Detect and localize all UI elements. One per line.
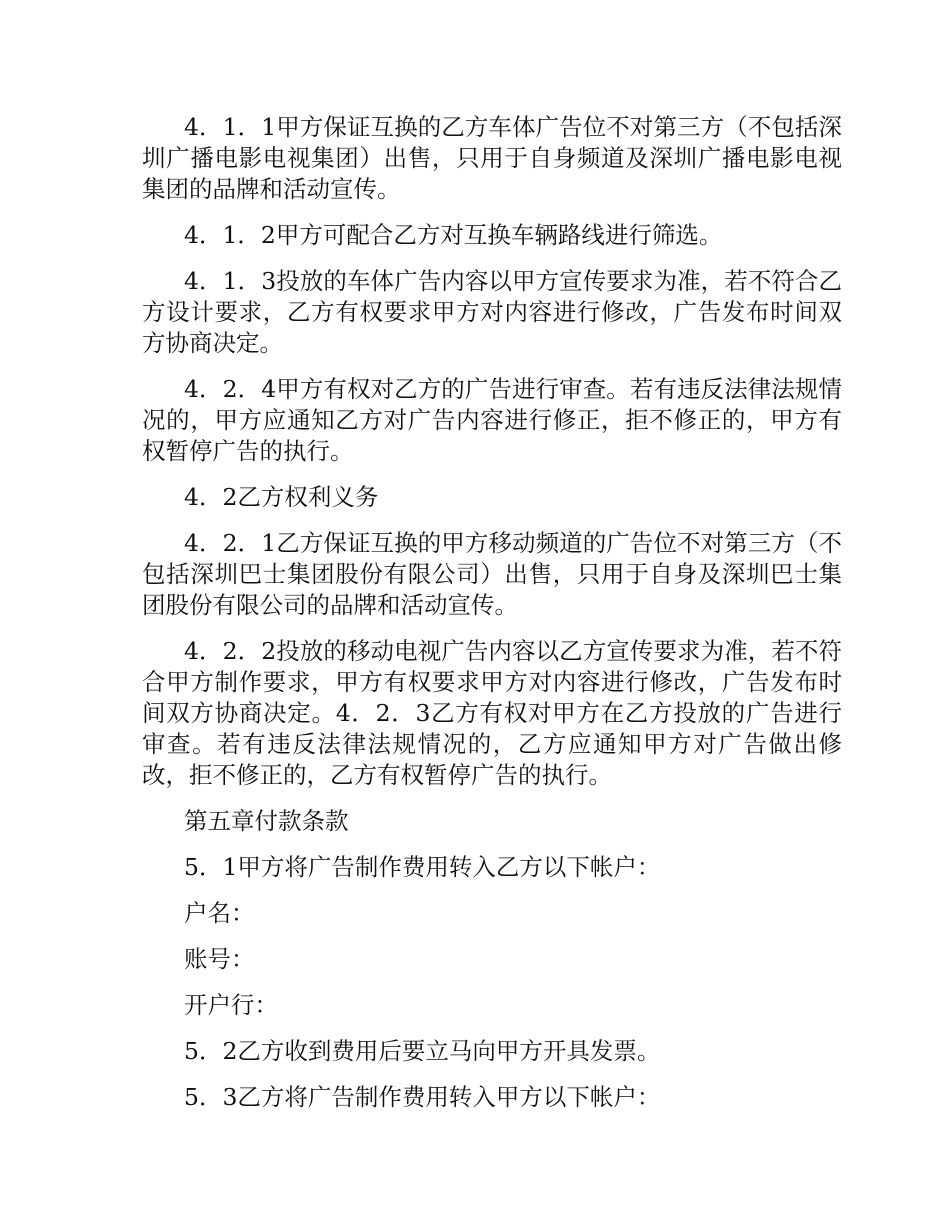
- section-heading-4-2: 4．2乙方权利义务: [184, 483, 379, 511]
- account-name-label: 户名：: [184, 899, 255, 927]
- bank-label: 开户行：: [184, 991, 278, 1019]
- chapter-heading-5: 第五章付款条款: [184, 807, 349, 835]
- account-number-label: 账号：: [184, 945, 255, 973]
- clause-4-2-1: 4．2．1乙方保证互换的甲方移动频道的广告位不对第三方（不包括深圳巴士集团股份有限公司）出售，只用于自身及深圳巴士集团股份有限公司的品牌和活动宣传。: [142, 529, 842, 619]
- clause-5-1: 5．1甲方将广告制作费用转入乙方以下帐户：: [184, 853, 661, 881]
- clause-4-1-2: 4．1．2甲方可配合乙方对互换车辆路线进行筛选。: [184, 221, 723, 249]
- clause-4-1-3: 4．1．3投放的车体广告内容以甲方宣传要求为准，若不符合乙方设计要求，乙方有权要求甲方对内容进行修改，广告发布时间双方协商决定。: [142, 267, 842, 357]
- clause-4-1-1: 4．1．1甲方保证互换的乙方车体广告位不对第三方（不包括深圳广播电影电视集团）出售，只用于自身频道及深圳广播电影电视集团的品牌和活动宣传。: [142, 113, 842, 203]
- clause-5-2: 5．2乙方收到费用后要立马向甲方开具发票。: [184, 1037, 661, 1065]
- clause-4-2-2-and-4-2-3: 4．2．2投放的移动电视广告内容以乙方宣传要求为准，若不符合甲方制作要求，甲方有权要求甲方对内容进行修改，广告发布时间双方协商决定。4．2．3乙方有权对甲方在乙方投放的广告进行审查。若有违反法律法规情况的，乙方应通知甲方对广告做出修改，拒不修正的，乙方有权暂停广告的执行。: [142, 637, 842, 789]
- clause-5-3: 5．3乙方将广告制作费用转入甲方以下帐户：: [184, 1083, 661, 1111]
- clause-4-2-4: 4．2．4甲方有权对乙方的广告进行审查。若有违反法律法规情况的，甲方应通知乙方对广告内容进行修正，拒不修正的，甲方有权暂停广告的执行。: [142, 375, 842, 465]
- document-body: [142, 112, 842, 1128]
